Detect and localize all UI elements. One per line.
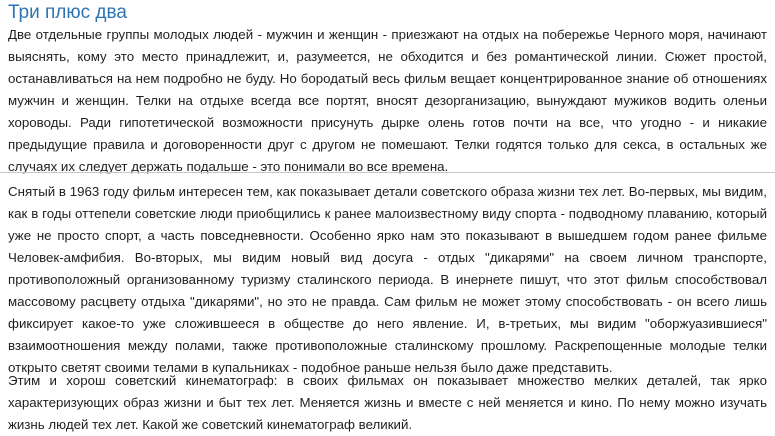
paragraph-plot: Две отдельные группы молодых людей - мужчин и женщин - приезжают на отдых на побережье Черного моря, начинают выяснять, кому это место принадлежит, и, разумеется, не обходится и без романтической линии. Сюжет простой, останавливаться на нем подробно не буду. Но бородатый весь фильм вещает концентрированное знание об отношениях мужчин и женщин. Телки на отдыхе всегда все портят, вносят дезорганизацию, вынуждают мужиков водить оленьи хороводы. Ради гипотетической возможности присунуть дырке олень готов почти на все, что угодно - и никакие предыдущие правила и договоренности друг с другом не помешают. Телки годятся только для секса, в остальных же случаях их следует держать подальше - это понимали во все времена. xyxy=(8,27,767,174)
section-divider xyxy=(0,172,775,173)
article-title: Три плюс два xyxy=(8,2,127,23)
paragraph-soviet-life: Снятый в 1963 году фильм интересен тем, как показывает детали советского образа жизни тех лет. Во-первых, мы видим, как в годы оттепели советские люди приобщились к ранее малоизвестному виду спорта - подводному плаванию, который уже не просто спорт, а часть повседневности. Особенно ярко нам это показывают в вышедшем годом ранее фильме Человек-амфибия. Во-вторых, мы видим новый вид досуга - отдых "дикарями" на своем личном транспорте, противоположный организованному туризму сталинского периода. В инернете пишут, что этот фильм способствовал массовому расцвету отдыха "дикарями", но это не правда. Сам фильм не может этому способствовать - он всего лишь фиксирует какое-то уже сложившееся в обществе до него явление. И, в-третьих, мы видим "оборжуазившиеся" взаимоотношения между полами, также противоположные сталинскому прошлому. Раскрепощенные молодые телки открыто светят своими телами в купальниках - подобное раньше нельзя было даже представить. xyxy=(8,184,767,375)
paragraph-conclusion: Этим и хорош советский кинематограф: в своих фильмах он показывает множество мелких деталей, так ярко характеризующих образ жизни и быт тех лет. Меняется жизнь и вместе с ней меняется и кино. По нему можно изучать жизнь людей тех лет. Какой же советский кинематограф великий. xyxy=(8,373,767,432)
